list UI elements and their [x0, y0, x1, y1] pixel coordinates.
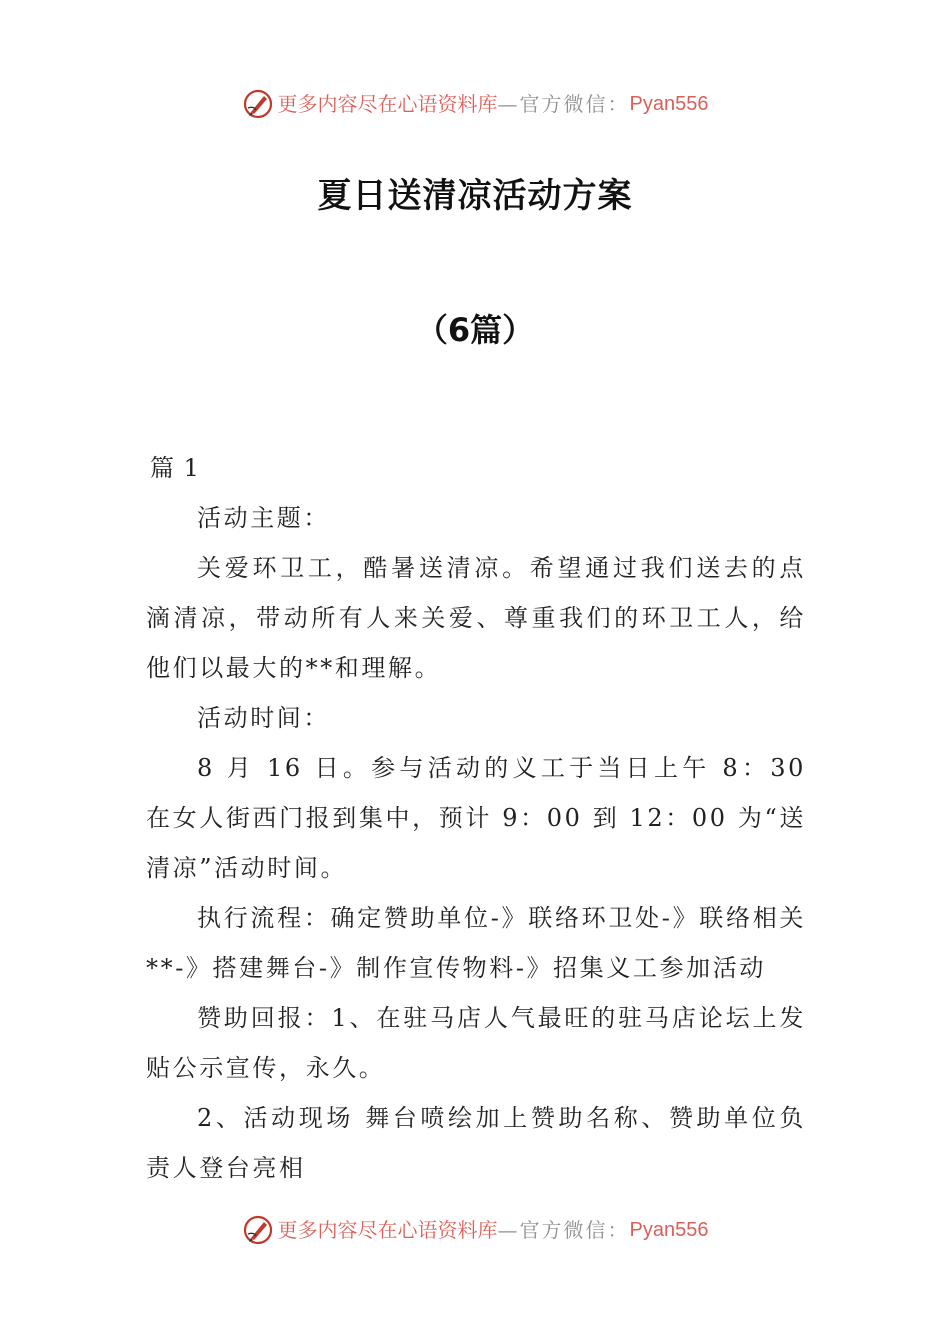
footer-banner [0, 1214, 950, 1246]
paragraph-theme-heading: 活动主题： [197, 504, 330, 532]
document-subtitle: （6篇） [415, 311, 535, 349]
paragraph-time-text: 8 月 16 日。参与活动的义工于当日上午 8：30 在女人街西门报到集中，预计 9：00 到 12：00 为“送清凉”活动时间。 [146, 754, 806, 882]
document-title: 夏日送清凉活动方案 [317, 176, 633, 216]
chapter-label: 篇 1 [150, 454, 200, 482]
paragraph-sponsor-return-1: 赞助回报：1、在驻马店人气最旺的驻马店论坛上发贴公示宣传，永久。 [146, 1004, 806, 1082]
header-banner [0, 88, 950, 120]
banner-wechat-id: Pyan556 [629, 93, 709, 115]
footer-wechat-id: Pyan556 [629, 1219, 709, 1241]
footer-gray-text: —官方微信： [497, 1218, 630, 1242]
paragraph-time-heading: 活动时间： [197, 704, 330, 732]
paragraph-theme-text: 关爱环卫工，酷暑送清凉。希望通过我们送去的点滴清凉，带动所有人来关爱、尊重我们的环卫工人，给他们以最大的**和理解。 [146, 554, 806, 682]
paragraph-sponsor-return-2: 2、活动现场 舞台喷绘加上赞助名称、赞助单位负责人登台亮相 [146, 1104, 806, 1182]
quill-pen-logo-icon [242, 1214, 274, 1246]
quill-pen-logo-icon [242, 88, 274, 120]
banner-red-text: 更多内容尽在心语资料库 [277, 92, 498, 116]
banner-gray-text: —官方微信： [497, 92, 630, 116]
footer-red-text: 更多内容尽在心语资料库 [277, 1218, 498, 1242]
paragraph-process: 执行流程：确定赞助单位-》联络环卫处-》联络相关**-》搭建舞台-》制作宣传物料-》招集义工参加活动 [146, 904, 806, 982]
document-body [146, 443, 806, 1193]
